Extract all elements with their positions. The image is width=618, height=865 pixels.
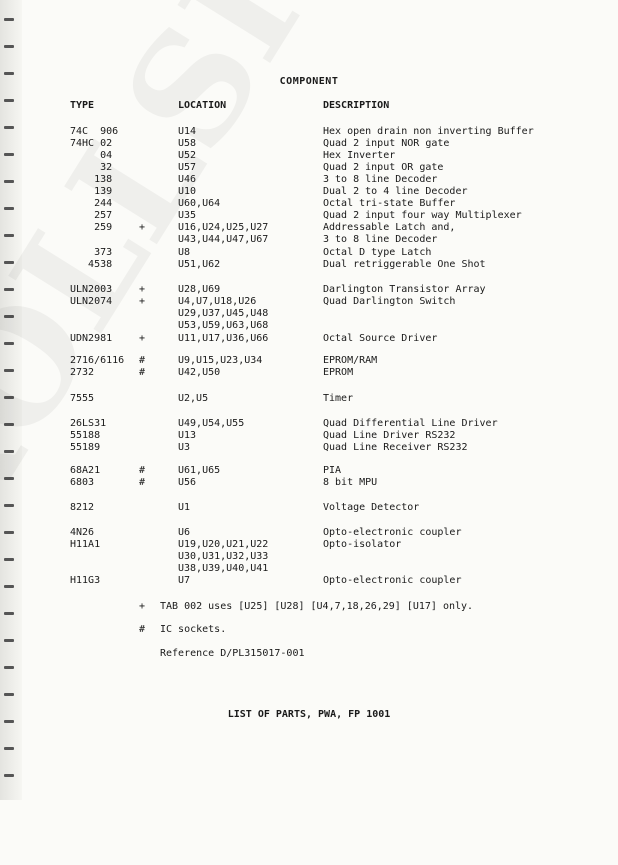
- part-mark: #: [139, 367, 146, 378]
- part-type: 74C 906: [70, 126, 119, 137]
- part-mark: +: [139, 222, 146, 233]
- part-location: U56: [178, 477, 197, 488]
- part-description: Addressable Latch and,: [323, 222, 456, 233]
- part-description: Octal tri-state Buffer: [323, 198, 456, 209]
- part-description: Quad Line Driver RS232: [323, 430, 456, 441]
- table-row: [0, 502, 618, 514]
- part-type: 04: [70, 150, 113, 161]
- part-location: U30,U31,U32,U33: [178, 551, 269, 562]
- page-footer: LIST OF PARTS, PWA, FP 1001: [227, 709, 391, 720]
- table-row: [0, 150, 618, 162]
- part-location: U6: [178, 527, 191, 538]
- part-location: U57: [178, 162, 197, 173]
- table-row: [0, 393, 618, 405]
- part-location: U13: [178, 430, 197, 441]
- part-description: Dual 2 to 4 line Decoder: [323, 186, 468, 197]
- part-description: Quad Differential Line Driver: [323, 418, 498, 429]
- part-mark: +: [139, 333, 146, 344]
- table-row: [0, 575, 618, 587]
- part-location: U19,U20,U21,U22: [178, 539, 269, 550]
- part-location: U16,U24,U25,U27: [178, 222, 269, 233]
- part-type: 74HC 02: [70, 138, 113, 149]
- part-mark: +: [139, 296, 146, 307]
- part-description: Hex Inverter: [323, 150, 396, 161]
- table-row: [0, 198, 618, 210]
- part-type: 257: [70, 210, 113, 221]
- part-location: U2,U5: [178, 393, 209, 404]
- part-location: U38,U39,U40,U41: [178, 563, 269, 574]
- table-row: [0, 355, 618, 367]
- part-type: 2716/6116: [70, 355, 125, 366]
- binding-ring: [4, 666, 14, 669]
- table-row: [0, 320, 618, 332]
- part-location: U14: [178, 126, 197, 137]
- part-description: 3 to 8 line Decoder: [323, 174, 438, 185]
- part-description: Quad 2 input NOR gate: [323, 138, 450, 149]
- part-type: 259: [70, 222, 113, 233]
- part-type: ULN2003: [70, 284, 113, 295]
- column-header-type: TYPE: [70, 100, 95, 111]
- part-description: PIA: [323, 465, 342, 476]
- table-row: [0, 126, 618, 138]
- binding-ring: [4, 774, 14, 777]
- note-plus-text: TAB 002 uses [U25] [U28] [U4,7,18,26,29] [U17] only.: [160, 601, 474, 612]
- part-description: Octal Source Driver: [323, 333, 438, 344]
- part-description: Timer: [323, 393, 354, 404]
- note-hash-mark: #: [139, 624, 146, 635]
- table-row: [0, 234, 618, 246]
- part-type: UDN2981: [70, 333, 113, 344]
- reference-number: Reference D/PL315017-001: [160, 648, 305, 659]
- part-description: Hex open drain non inverting Buffer: [323, 126, 534, 137]
- table-row: [0, 465, 618, 477]
- part-description: 3 to 8 line Decoder: [323, 234, 438, 245]
- part-location: U10: [178, 186, 197, 197]
- part-description: Darlington Transistor Array: [323, 284, 486, 295]
- part-location: U60,U64: [178, 198, 221, 209]
- table-row: [0, 247, 618, 259]
- table-row: [0, 222, 618, 234]
- part-location: U46: [178, 174, 197, 185]
- table-row: [0, 539, 618, 551]
- part-location: U28,U69: [178, 284, 221, 295]
- table-row: [0, 162, 618, 174]
- part-type: H11A1: [70, 539, 101, 550]
- part-description: EPROM/RAM: [323, 355, 378, 366]
- part-type: 2732: [70, 367, 95, 378]
- part-location: U11,U17,U36,U66: [178, 333, 269, 344]
- part-location: U51,U62: [178, 259, 221, 270]
- column-header-location: LOCATION: [178, 100, 227, 111]
- binding-ring: [4, 18, 14, 21]
- part-mark: #: [139, 355, 146, 366]
- part-mark: #: [139, 465, 146, 476]
- part-location: U9,U15,U23,U34: [178, 355, 263, 366]
- table-row: [0, 333, 618, 345]
- part-description: EPROM: [323, 367, 354, 378]
- part-mark: #: [139, 477, 146, 488]
- part-location: U61,U65: [178, 465, 221, 476]
- part-description: Quad Darlington Switch: [323, 296, 456, 307]
- binding-ring: [4, 720, 14, 723]
- part-mark: +: [139, 284, 146, 295]
- part-type: 4538: [70, 259, 113, 270]
- table-row: [0, 138, 618, 150]
- binding-ring: [4, 99, 14, 102]
- part-description: 8 bit MPU: [323, 477, 378, 488]
- column-header-description: DESCRIPTION: [323, 100, 390, 111]
- part-description: Quad Line Receiver RS232: [323, 442, 468, 453]
- part-location: U4,U7,U18,U26: [178, 296, 257, 307]
- part-type: 373: [70, 247, 113, 258]
- part-type: H11G3: [70, 575, 101, 586]
- part-location: U43,U44,U47,U67: [178, 234, 269, 245]
- part-location: U53,U59,U63,U68: [178, 320, 269, 331]
- binding-ring: [4, 747, 14, 750]
- table-row: [0, 430, 618, 442]
- part-location: U49,U54,U55: [178, 418, 245, 429]
- page-title: COMPONENT: [279, 76, 339, 87]
- part-description: Opto-electronic coupler: [323, 527, 462, 538]
- binding-ring: [4, 639, 14, 642]
- part-type: 4N26: [70, 527, 95, 538]
- part-type: 68A21: [70, 465, 101, 476]
- table-row: [0, 174, 618, 186]
- part-description: Opto-isolator: [323, 539, 402, 550]
- part-type: 138: [70, 174, 113, 185]
- part-type: 32: [70, 162, 113, 173]
- part-description: Quad 2 input OR gate: [323, 162, 444, 173]
- part-type: 7555: [70, 393, 95, 404]
- table-row: [0, 477, 618, 489]
- table-row: [0, 367, 618, 379]
- part-location: U52: [178, 150, 197, 161]
- note-plus-mark: +: [139, 601, 146, 612]
- part-location: U3: [178, 442, 191, 453]
- binding-ring: [4, 72, 14, 75]
- part-type: 26LS31: [70, 418, 107, 429]
- table-row: [0, 308, 618, 320]
- part-location: U1: [178, 502, 191, 513]
- table-row: [0, 259, 618, 271]
- part-location: U58: [178, 138, 197, 149]
- table-row: [0, 551, 618, 563]
- part-location: U7: [178, 575, 191, 586]
- part-description: Opto-electronic coupler: [323, 575, 462, 586]
- part-description: Dual retriggerable One Shot: [323, 259, 486, 270]
- part-location: U35: [178, 210, 197, 221]
- binding-ring: [4, 612, 14, 615]
- part-description: Octal D type Latch: [323, 247, 432, 258]
- table-row: [0, 210, 618, 222]
- part-type: 55189: [70, 442, 101, 453]
- binding-ring: [4, 45, 14, 48]
- part-type: 139: [70, 186, 113, 197]
- part-location: U29,U37,U45,U48: [178, 308, 269, 319]
- part-type: 55188: [70, 430, 101, 441]
- table-row: [0, 563, 618, 575]
- part-type: 6803: [70, 477, 95, 488]
- table-row: [0, 296, 618, 308]
- note-hash-text: IC sockets.: [160, 624, 227, 635]
- part-location: U42,U50: [178, 367, 221, 378]
- table-row: [0, 527, 618, 539]
- table-row: [0, 186, 618, 198]
- part-type: 8212: [70, 502, 95, 513]
- part-location: U8: [178, 247, 191, 258]
- table-row: [0, 442, 618, 454]
- part-type: 244: [70, 198, 113, 209]
- part-type: ULN2074: [70, 296, 113, 307]
- table-row: [0, 418, 618, 430]
- table-row: [0, 284, 618, 296]
- binding-ring: [4, 693, 14, 696]
- part-description: Voltage Detector: [323, 502, 420, 513]
- part-description: Quad 2 input four way Multiplexer: [323, 210, 522, 221]
